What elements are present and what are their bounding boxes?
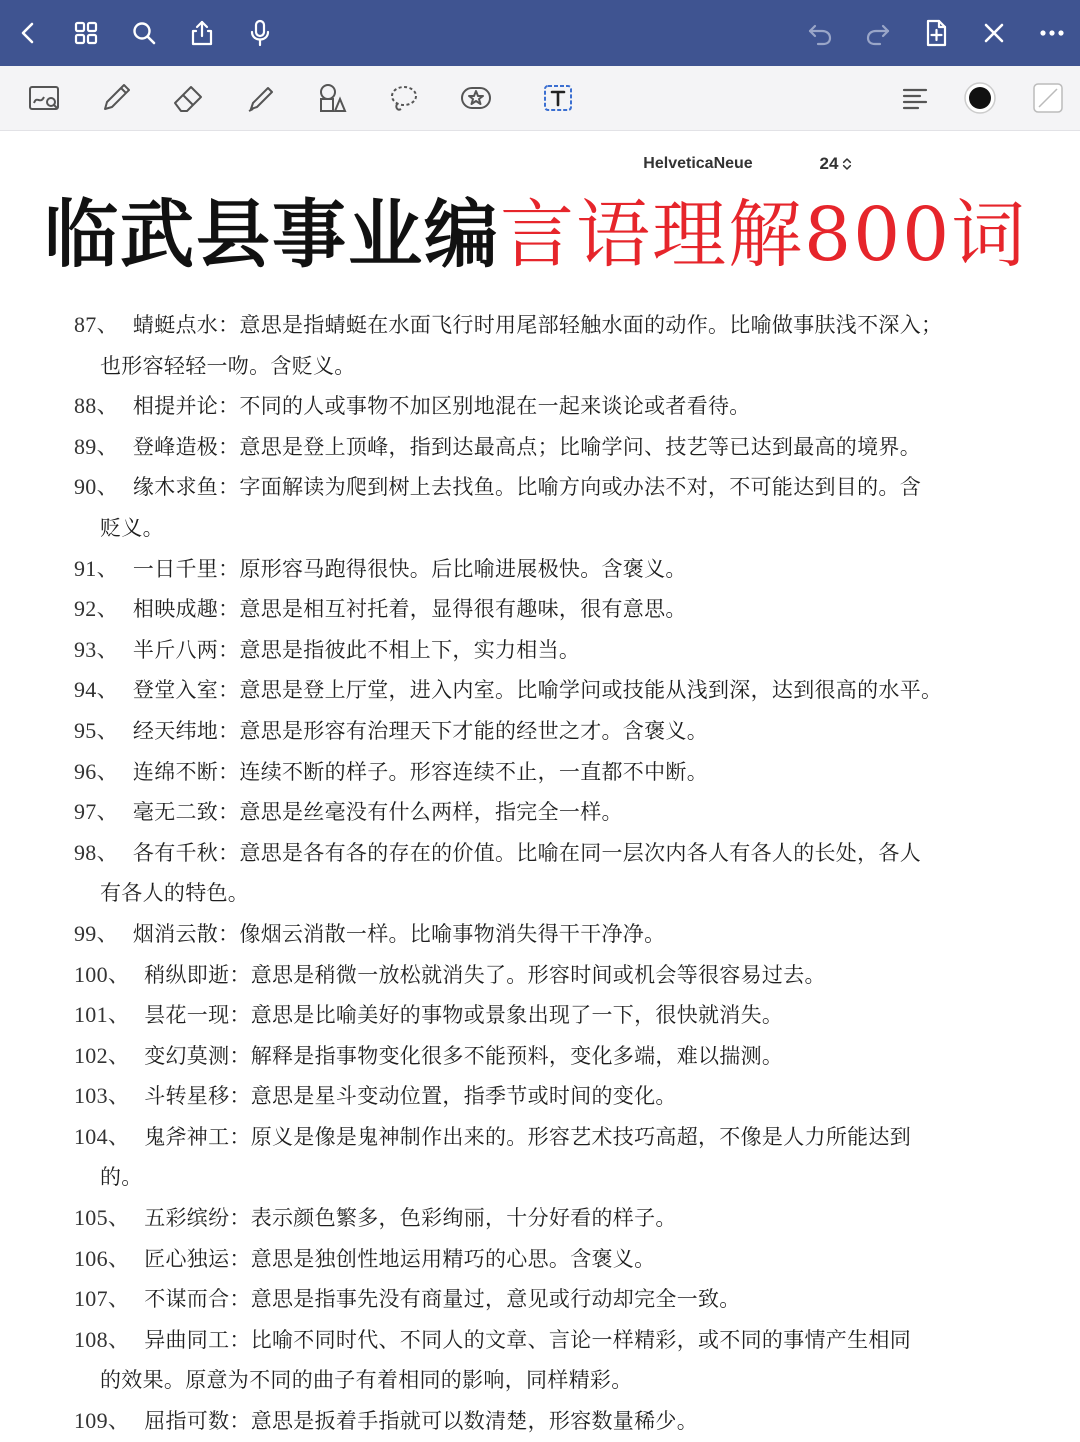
entry-first-line	[74, 711, 1044, 752]
entry-definition: ：不同的人或事物不加区别地混在一起来谈论或者看待。	[218, 394, 751, 419]
vocabulary-entry	[74, 305, 1044, 386]
search-icon[interactable]	[126, 14, 162, 52]
entry-number: 94、	[74, 677, 119, 703]
entry-definition: ：原义是像是鬼神制作出来的。形容艺术技巧高超，不像是人力所能达到	[229, 1124, 912, 1149]
highlighter-tool-icon[interactable]	[238, 76, 282, 120]
microphone-icon[interactable]	[242, 14, 278, 52]
entry-definition: ：意思是相互衬托着，显得很有趣味，很有意思。	[218, 597, 687, 622]
entry-term: 匠心独运	[144, 1246, 230, 1271]
entry-first-line	[74, 752, 1044, 793]
entry-term: 异曲同工	[144, 1327, 230, 1352]
entry-term: 烟消云散	[132, 921, 219, 946]
vocabulary-entry	[74, 1198, 1044, 1239]
vocabulary-entry	[74, 955, 1044, 996]
entry-definition: ：意思是星斗变动位置，指季节或时间的变化。	[229, 1084, 677, 1109]
font-size-label: 24	[819, 154, 839, 173]
vocabulary-entry	[74, 467, 1044, 548]
font-size-selector[interactable]	[806, 146, 866, 182]
entry-definition: ：意思是指事先没有商量过，意见或行动却完全一致。	[229, 1287, 741, 1312]
entry-continuation-line: 有各人的特色。	[100, 881, 250, 906]
entry-term: 半斤八两	[132, 637, 219, 662]
entry-term: 蜻蜓点水	[132, 313, 219, 337]
redo-icon[interactable]	[860, 14, 896, 52]
entry-continuation-line: 也形容轻轻一吻。含贬义。	[100, 353, 356, 378]
entry-definition: ：意思是丝毫没有什么两样，指完全一样。	[218, 800, 623, 825]
entry-definition: ：意思是指蜻蜓在水面飞行时用尾部轻触水面的动作。比喻做事肤浅不深入；	[218, 313, 943, 337]
page-title	[44, 180, 1044, 290]
shapes-tool-icon[interactable]	[310, 76, 354, 120]
color-picker-icon[interactable]	[958, 76, 1002, 120]
entry-number: 104、	[74, 1123, 131, 1149]
entry-first-line	[74, 1036, 1044, 1077]
entry-number: 105、	[74, 1205, 131, 1231]
vocabulary-entry	[74, 711, 1044, 752]
entry-first-line	[74, 1401, 1044, 1442]
entry-term: 相提并论	[132, 394, 219, 419]
vocabulary-entry	[74, 1239, 1044, 1280]
fill-none-icon[interactable]	[1026, 76, 1070, 120]
entry-definition: ：解释是指事物变化很多不能预料，变化多端，难以揣测。	[229, 1043, 784, 1068]
entry-term: 各有千秋	[132, 840, 219, 865]
entry-definition: ：意思是各有各的存在的价值。比喻在同一层次内各人有各人的长处，各人	[218, 840, 922, 865]
vocabulary-entry	[74, 1279, 1044, 1320]
vocabulary-entry	[74, 589, 1044, 630]
entry-term: 缘木求鱼	[132, 475, 219, 500]
entry-first-line	[74, 670, 1044, 711]
font-family-label: HelveticaNeue	[643, 155, 753, 172]
entry-term: 相映成趣	[132, 597, 219, 622]
entry-term: 连绵不断	[132, 759, 219, 784]
entry-continuation-line: 的效果。原意为不同的曲子有着相同的影响，同样精彩。	[100, 1368, 633, 1393]
entry-number: 98、	[74, 839, 119, 865]
font-family-selector[interactable]	[620, 146, 776, 182]
entry-term: 屈指可数	[144, 1409, 230, 1434]
vocabulary-entry	[74, 386, 1044, 427]
entry-term: 鬼斧神工	[144, 1124, 230, 1149]
lasso-tool-icon[interactable]	[382, 76, 426, 120]
entry-term: 登堂入室	[132, 678, 219, 703]
top-navigation-bar	[0, 0, 1080, 66]
entry-definition: ：意思是登上厅堂，进入内室。比喻学问或技能从浅到深，达到很高的水平。	[218, 678, 943, 703]
share-icon[interactable]	[184, 14, 220, 52]
pen-tool-icon[interactable]	[94, 76, 138, 120]
entry-first-line	[74, 630, 1044, 671]
entry-number: 87、	[74, 312, 119, 337]
entry-number: 99、	[74, 920, 119, 946]
undo-icon[interactable]	[802, 14, 838, 52]
vocabulary-entry	[74, 1320, 1044, 1401]
close-icon[interactable]	[976, 14, 1012, 52]
drawing-toolbar	[0, 66, 1080, 173]
entry-term: 经天纬地	[132, 718, 219, 743]
entry-first-line	[74, 467, 1044, 508]
title-county-part: 临武县事业编	[44, 192, 500, 278]
entry-first-line	[74, 589, 1044, 630]
entry-first-line	[74, 427, 1044, 468]
stepper-chevrons-icon	[842, 156, 852, 172]
text-tool-icon[interactable]	[536, 76, 580, 120]
entry-number: 102、	[74, 1042, 131, 1068]
grid-view-icon[interactable]	[68, 14, 104, 52]
entry-number: 101、	[74, 1002, 131, 1028]
entry-first-line	[74, 792, 1044, 833]
entry-first-line	[74, 914, 1044, 955]
entry-continuation-line: 的。	[100, 1165, 143, 1190]
entry-term: 不谋而合	[144, 1287, 230, 1312]
image-scan-icon[interactable]	[22, 76, 66, 120]
entry-number: 106、	[74, 1245, 131, 1271]
entry-definition: ：意思是登上顶峰，指到达最高点；比喻学问、技艺等已达到最高的境界。	[218, 434, 922, 459]
entry-term: 登峰造极	[132, 434, 219, 459]
vocabulary-entry	[74, 427, 1044, 468]
entry-definition: ：字面解读为爬到树上去找鱼。比喻方向或办法不对，不可能达到目的。含	[218, 475, 922, 500]
entry-definition: ：比喻不同时代、不同人的文章、言论一样精彩，或不同的事情产生相同	[229, 1327, 912, 1352]
entry-definition: ：像烟云消散一样。比喻事物消失得干干净净。	[218, 921, 666, 946]
text-align-icon[interactable]	[893, 76, 937, 120]
entry-term: 五彩缤纷	[144, 1206, 230, 1231]
vocabulary-entry	[74, 752, 1044, 793]
entry-definition: ：意思是独创性地运用精巧的心思。含褒义。	[229, 1246, 656, 1271]
vocabulary-entry	[74, 549, 1044, 590]
entry-term: 斗转星移	[144, 1084, 230, 1109]
entry-definition: ：意思是形容有治理天下才能的经世之才。含褒义。	[218, 718, 709, 743]
sticker-tool-icon[interactable]	[454, 76, 498, 120]
vocabulary-list	[74, 305, 1044, 1442]
vocabulary-entry	[74, 670, 1044, 711]
back-chevron-icon[interactable]	[10, 14, 46, 52]
vocabulary-entry	[74, 833, 1044, 914]
entry-number: 97、	[74, 799, 119, 825]
entry-first-line	[74, 386, 1044, 427]
entry-number: 90、	[74, 474, 119, 500]
entry-continuation-line: 贬义。	[100, 515, 164, 540]
entry-definition: ：意思是比喻美好的事物或景象出现了一下，很快就消失。	[229, 1003, 784, 1028]
entry-definition: ：意思是稍微一放松就消失了。形容时间或机会等很容易过去。	[229, 962, 826, 987]
entry-number: 96、	[74, 758, 119, 784]
entry-number: 92、	[74, 596, 119, 622]
vocabulary-entry	[74, 792, 1044, 833]
entry-term: 稍纵即逝	[144, 962, 230, 987]
vocabulary-entry	[74, 995, 1044, 1036]
entry-first-line	[74, 549, 1044, 590]
entry-first-line	[74, 1117, 1044, 1158]
entry-definition: ：原形容马跑得很快。后比喻进展极快。含褒义。	[218, 556, 687, 581]
entry-number: 109、	[74, 1408, 131, 1434]
entry-first-line	[74, 955, 1044, 996]
entry-number: 95、	[74, 717, 119, 743]
entry-number: 108、	[74, 1326, 131, 1352]
eraser-tool-icon[interactable]	[166, 76, 210, 120]
entry-number: 103、	[74, 1083, 131, 1109]
vocabulary-entry	[74, 630, 1044, 671]
vocabulary-entry	[74, 1401, 1044, 1442]
add-page-icon[interactable]	[918, 14, 954, 52]
entry-first-line	[74, 833, 1044, 874]
entry-definition: ：意思是扳着手指就可以数清楚，形容数量稀少。	[229, 1409, 699, 1434]
vocabulary-entry	[74, 914, 1044, 955]
entry-term: 昙花一现	[144, 1003, 230, 1028]
vocabulary-entry	[74, 1076, 1044, 1117]
more-options-icon[interactable]	[1034, 14, 1070, 52]
entry-term: 变幻莫测	[144, 1043, 230, 1068]
entry-first-line	[74, 1239, 1044, 1280]
entry-first-line	[74, 305, 1044, 346]
entry-first-line	[74, 1076, 1044, 1117]
entry-first-line	[74, 1198, 1044, 1239]
entry-number: 93、	[74, 636, 119, 662]
entry-first-line	[74, 995, 1044, 1036]
entry-number: 88、	[74, 393, 119, 419]
entry-definition: ：连续不断的样子。形容连续不止，一直都不中断。	[218, 759, 709, 784]
entry-first-line	[74, 1279, 1044, 1320]
entry-term: 一日千里	[132, 556, 219, 581]
vocabulary-entry	[74, 1036, 1044, 1077]
entry-term: 毫无二致	[132, 800, 219, 825]
entry-first-line	[74, 1320, 1044, 1361]
entry-number: 100、	[74, 961, 131, 987]
vocabulary-entry	[74, 1117, 1044, 1198]
entry-number: 107、	[74, 1286, 131, 1312]
entry-number: 89、	[74, 433, 119, 459]
entry-definition: ：表示颜色繁多，色彩绚丽，十分好看的样子。	[229, 1206, 677, 1231]
entry-number: 91、	[74, 555, 119, 581]
title-topic-part: 言语理解800词	[500, 192, 1028, 278]
entry-definition: ：意思是指彼此不相上下，实力相当。	[218, 637, 581, 662]
